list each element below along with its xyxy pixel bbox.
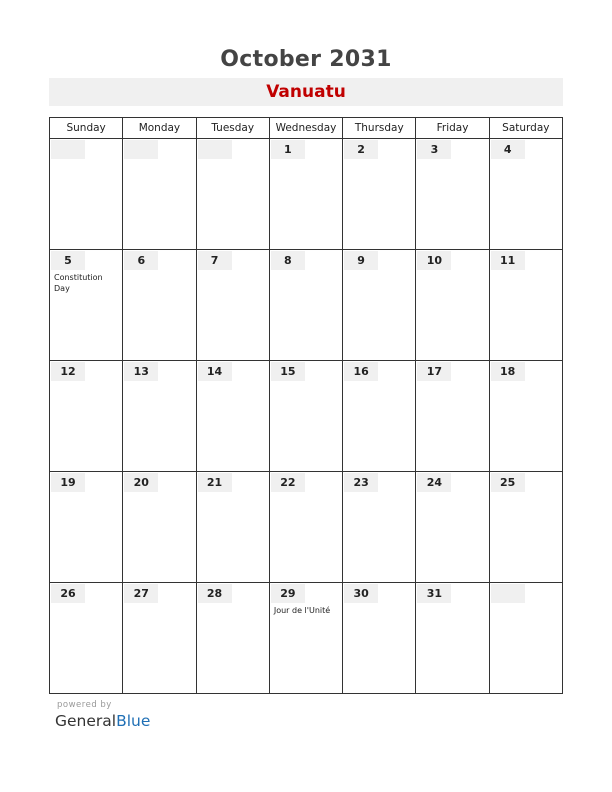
day-cell (343, 583, 416, 694)
weekday-saturday: Saturday (489, 118, 562, 139)
empty-day-marker (491, 584, 525, 603)
day-number: 2 (344, 140, 378, 159)
weekday-tuesday: Tuesday (196, 118, 269, 139)
weekday-thursday: Thursday (343, 118, 416, 139)
day-cell (489, 250, 562, 361)
day-cell (50, 139, 123, 250)
day-number: 17 (417, 362, 451, 381)
day-cell (489, 361, 562, 472)
week-row (50, 250, 563, 361)
day-number: 28 (198, 584, 232, 603)
day-number: 14 (198, 362, 232, 381)
day-cell (123, 583, 196, 694)
day-number: 12 (51, 362, 85, 381)
day-number: 22 (271, 473, 305, 492)
day-cell (123, 250, 196, 361)
day-number: 21 (198, 473, 232, 492)
week-row (50, 139, 563, 250)
calendar-grid (49, 117, 563, 694)
week-row (50, 472, 563, 583)
day-number: 6 (124, 251, 158, 270)
weekday-sunday: Sunday (50, 118, 123, 139)
footer (55, 700, 150, 730)
day-cell (50, 472, 123, 583)
day-number: 31 (417, 584, 451, 603)
day-cell (269, 139, 342, 250)
day-cell (196, 139, 269, 250)
day-number: 19 (51, 473, 85, 492)
day-cell (416, 472, 489, 583)
day-cell (196, 583, 269, 694)
day-number: 16 (344, 362, 378, 381)
day-cell (416, 583, 489, 694)
day-number: 30 (344, 584, 378, 603)
day-cell (123, 472, 196, 583)
empty-day-marker (198, 140, 232, 159)
day-number: 5 (51, 251, 85, 270)
holiday-label: Jour de l'Unité (273, 606, 331, 615)
day-cell (50, 250, 123, 361)
day-cell (50, 583, 123, 694)
weekday-header-row (50, 118, 563, 139)
day-cell (416, 250, 489, 361)
day-number: 13 (124, 362, 158, 381)
calendar-body (50, 139, 563, 694)
day-number: 4 (491, 140, 525, 159)
day-number: 26 (51, 584, 85, 603)
day-number: 23 (344, 473, 378, 492)
day-cell (123, 139, 196, 250)
weekday-friday: Friday (416, 118, 489, 139)
day-cell (269, 472, 342, 583)
day-cell (50, 361, 123, 472)
brand-general: General (55, 712, 117, 730)
week-row (50, 583, 563, 694)
day-number: 25 (491, 473, 525, 492)
empty-day-marker (51, 140, 85, 159)
day-cell (196, 250, 269, 361)
day-cell (416, 139, 489, 250)
day-number: 1 (271, 140, 305, 159)
weekday-wednesday: Wednesday (269, 118, 342, 139)
holiday-label: Constitution Day (54, 273, 103, 293)
day-cell (269, 583, 342, 694)
day-cell (416, 361, 489, 472)
powered-by-text: powered by (57, 700, 112, 710)
day-number: 11 (491, 251, 525, 270)
day-number: 10 (417, 251, 451, 270)
day-cell (123, 361, 196, 472)
brand-blue: Blue (116, 712, 151, 730)
day-cell (343, 361, 416, 472)
calendar-title: October 2031 (220, 47, 392, 72)
day-cell (343, 250, 416, 361)
day-number: 8 (271, 251, 305, 270)
day-number: 7 (198, 251, 232, 270)
day-number: 15 (271, 362, 305, 381)
day-number: 24 (417, 473, 451, 492)
day-cell (489, 583, 562, 694)
day-cell (196, 361, 269, 472)
day-number: 29 (271, 584, 305, 603)
country-banner (49, 78, 563, 106)
day-number: 18 (491, 362, 525, 381)
day-cell (343, 139, 416, 250)
week-row (50, 361, 563, 472)
brand-logo (55, 712, 150, 730)
country-name: Vanuatu (266, 82, 346, 102)
day-number: 9 (344, 251, 378, 270)
day-cell (489, 139, 562, 250)
day-cell (269, 250, 342, 361)
empty-day-marker (124, 140, 158, 159)
day-number: 27 (124, 584, 158, 603)
day-number: 3 (417, 140, 451, 159)
day-cell (196, 472, 269, 583)
day-cell (269, 361, 342, 472)
day-cell (343, 472, 416, 583)
day-cell (489, 472, 562, 583)
weekday-monday: Monday (123, 118, 196, 139)
day-number: 20 (124, 473, 158, 492)
